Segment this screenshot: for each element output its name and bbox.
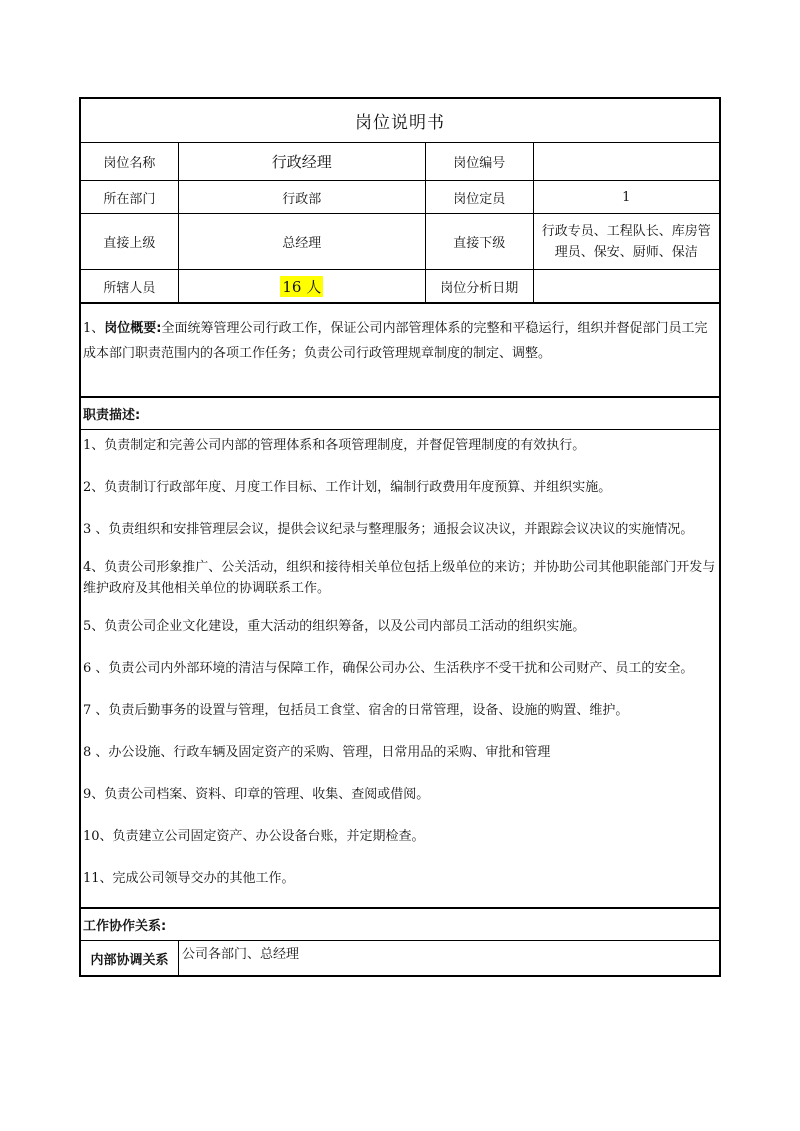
label-analysis-date: 岗位分析日期 (426, 270, 534, 302)
position-summary (81, 304, 719, 398)
coop-row-internal (81, 941, 719, 975)
label-direct-subordinates: 直接下级 (426, 214, 534, 269)
value-department: 行政部 (179, 181, 426, 213)
value-staff-count (179, 270, 426, 302)
duty-item: 10、负责建立公司固定资产、办公设备台账，并定期检查。 (83, 829, 425, 844)
info-row-staff (81, 270, 719, 304)
label-position-name: 岗位名称 (81, 143, 179, 180)
value-position-code (534, 143, 719, 180)
value-position-name: 行政经理 (179, 143, 426, 180)
label-staff-count: 所辖人员 (81, 270, 179, 302)
duty-item: 8 、办公设施、行政车辆及固定资产的采购、管理，日常用品的采购、审批和管理 (83, 745, 551, 760)
label-headcount: 岗位定员 (426, 181, 534, 213)
duty-item: 5、负责公司企业文化建设，重大活动的组织筹备，以及公司内部员工活动的组织实施。 (83, 619, 586, 634)
staff-count-highlight: 16 人 (282, 277, 322, 296)
label-direct-superior: 直接上级 (81, 214, 179, 269)
label-department: 所在部门 (81, 181, 179, 213)
summary-prefix: 1、 (83, 321, 105, 336)
value-direct-superior: 总经理 (179, 214, 426, 269)
value-headcount: 1 (622, 189, 631, 205)
coop-value: 公司各部门、总经理 (182, 947, 300, 962)
summary-heading: 岗位概要: (104, 321, 162, 336)
info-row-department (81, 181, 719, 214)
info-row-position (81, 143, 719, 181)
info-row-reporting (81, 214, 719, 270)
label-position-code: 岗位编号 (426, 143, 534, 180)
duty-item: 1、负责制定和完善公司内部的管理体系和各项管理制度，并督促管理制度的有效执行。 (83, 438, 586, 453)
duty-item: 11、完成公司领导交办的其他工作。 (83, 871, 295, 886)
duties-heading: 职责描述: (81, 398, 719, 430)
duty-item: 9、负责公司档案、资料、印章的管理、收集、查阅或借阅。 (83, 787, 430, 802)
document-title: 岗位说明书 (81, 99, 719, 143)
summary-text: 全面统筹管理公司行政工作，保证公司内部管理体系的完整和平稳运行，组织并督促部门员工完成本部门职责范围内的各项工作任务；负责公司行政管理规章制度的制定、调整。 (83, 321, 708, 361)
duty-item: 2、负责制订行政部年度、月度工作目标、工作计划，编制行政费用年度预算、并组织实施。 (83, 480, 612, 495)
duties-list (81, 430, 719, 909)
duty-item: 7 、负责后勤事务的设置与管理，包括员工食堂、宿舍的日常管理，设备、设施的购置、维护。 (83, 703, 629, 718)
subordinates-text: 行政专员、工程队长、库房管理员、保安、厨师、保洁 (541, 223, 711, 260)
duty-item: 6 、负责公司内外部环境的清洁与保障工作，确保公司办公、生活秩序不受干扰和公司财产、员工的安全。 (83, 661, 694, 676)
coop-heading: 工作协作关系: (81, 909, 719, 941)
value-direct-subordinates (534, 214, 719, 269)
duty-item: 4、负责公司形象推广、公关活动，组织和接待相关单位包括上级单位的来访；并协助公司其他职能部门开发与维护政府及其他相关单位的协调联系工作。 (83, 560, 716, 596)
value-analysis-date (534, 270, 719, 302)
coop-label: 内部协调关系 (81, 941, 179, 975)
duty-item: 3 、负责组织和安排管理层会议，提供会议纪录与整理服务；通报会议决议，并跟踪会议决议的实施情况。 (83, 522, 694, 537)
job-description-table (79, 97, 721, 977)
